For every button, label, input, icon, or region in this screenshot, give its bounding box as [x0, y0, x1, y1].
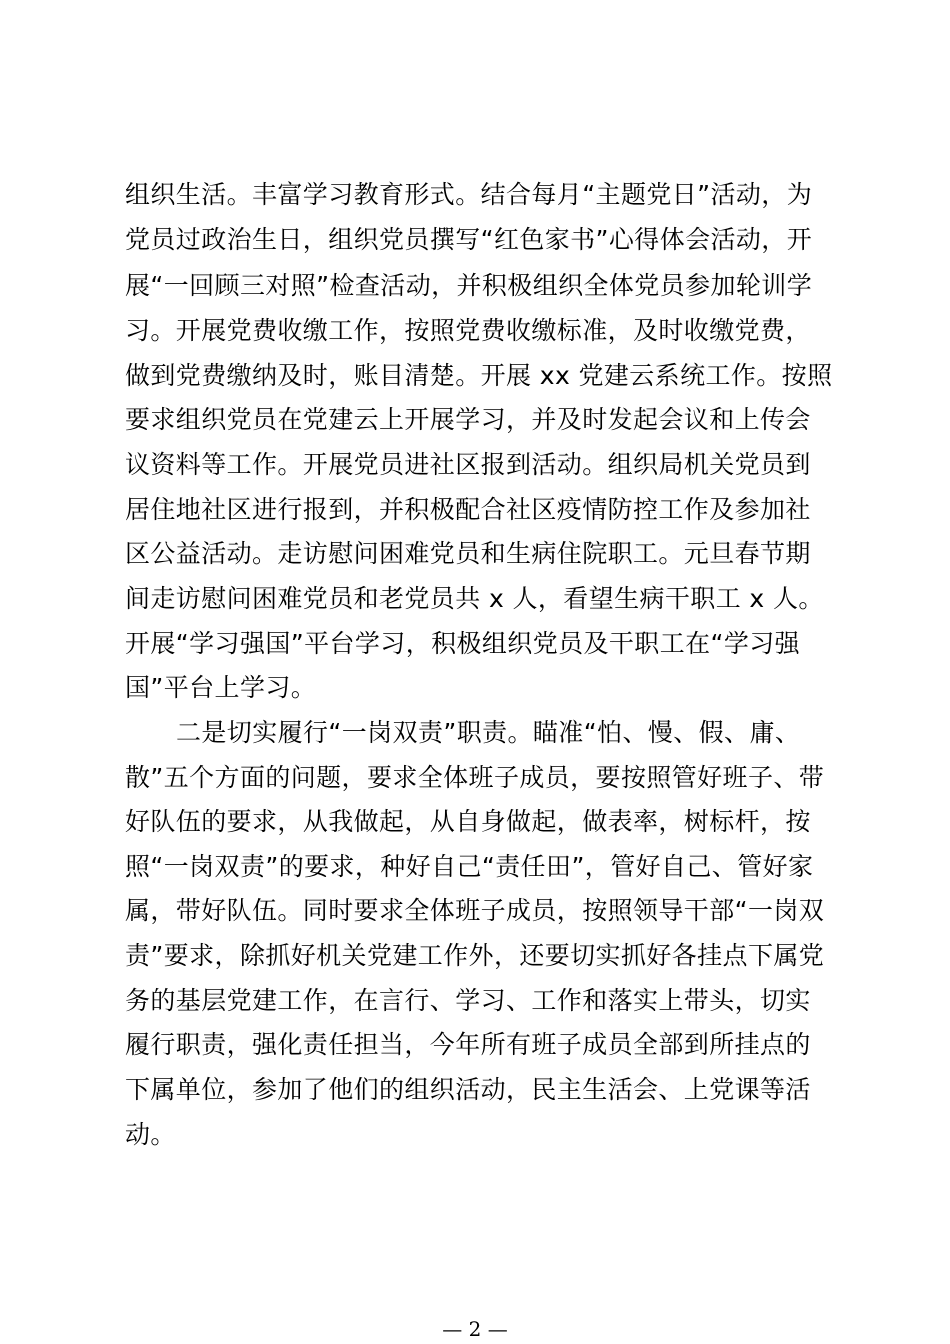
body-text-line: 散”五个方面的问题，要求全体班子成员，要按照管好班子、带 — [125, 763, 825, 792]
body-text-line: 照“一岗双责”的要求，种好自己“责任田”，管好自己、管好家 — [125, 852, 814, 881]
body-text-line: 议资料等工作。开展党员进社区报到活动。组织局机关党员到 — [125, 450, 811, 479]
body-text-line: 国”平台上学习。 — [125, 673, 317, 702]
body-text-line: 展“一回顾三对照”检查活动，并积极组织全体党员参加轮训学 — [125, 271, 813, 300]
body-text-line: 做到党费缴纳及时，账目清楚。开展 xx 党建云系统工作。按照 — [125, 361, 833, 390]
body-text-line: 习。开展党费收缴工作，按照党费收缴标准，及时收缴党费， — [125, 316, 811, 345]
body-text-line: 责”要求，除抓好机关党建工作外，还要切实抓好各挂点下属党 — [125, 941, 825, 970]
body-text-line: 居住地社区进行报到，并积极配合社区疫情防控工作及参加社 — [125, 495, 811, 524]
paragraph-first-line: 二是切实履行“一岗双责”职责。瞄准“怕、慢、假、庸、 — [176, 718, 801, 747]
body-text-line: 组织生活。丰富学习教育形式。结合每月“主题党日”活动，为 — [125, 180, 813, 209]
body-text-line: 下属单位，参加了他们的组织活动，民主生活会、上党课等活 — [125, 1075, 811, 1104]
page-number: — 2 — — [442, 1317, 508, 1341]
body-text-line: 动。 — [125, 1120, 176, 1149]
body-text-line: 好队伍的要求，从我做起，从自身做起，做表率，树标杆，按 — [125, 807, 811, 836]
body-text-line: 开展“学习强国”平台学习，积极组织党员及干职工在“学习强 — [125, 629, 801, 658]
body-text-line: 区公益活动。走访慰问困难党员和生病住院职工。元旦春节期 — [125, 539, 811, 568]
body-text-line: 要求组织党员在党建云上开展学习，并及时发起会议和上传会 — [125, 405, 811, 434]
body-text-line: 间走访慰问困难党员和老党员共 x 人，看望生病干职工 x 人。 — [125, 584, 824, 613]
body-text-line: 履行职责，强化责任担当，今年所有班子成员全部到所挂点的 — [125, 1030, 811, 1059]
body-text-line: 党员过政治生日，组织党员撰写“红色家书”心得体会活动，开 — [125, 225, 813, 254]
body-text-line: 属，带好队伍。同时要求全体班子成员，按照领导干部“一岗双 — [125, 896, 825, 925]
body-text-line: 务的基层党建工作，在言行、学习、工作和落实上带头，切实 — [125, 986, 811, 1015]
